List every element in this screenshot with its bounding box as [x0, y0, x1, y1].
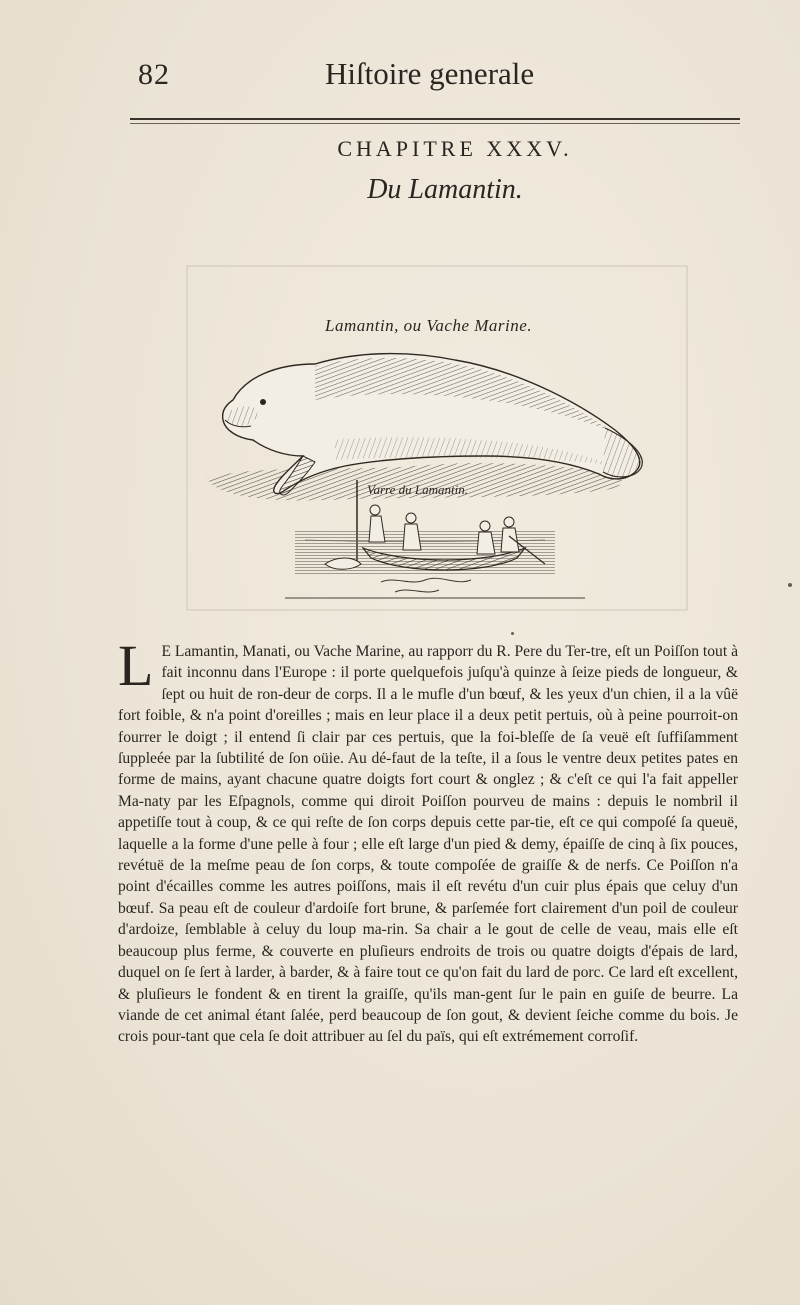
chapter-heading: CHAPITRE XXXV. — [337, 136, 573, 161]
chapter-body — [118, 633, 739, 1048]
inset-caption: Varre du Lamantin. — [367, 482, 468, 497]
drop-cap: L — [118, 633, 154, 698]
page-number: 82 — [138, 58, 170, 91]
manatee-engraving — [185, 260, 690, 620]
chapter-subtitle: Du Lamantin. — [367, 174, 523, 205]
body-paragraph: E Lamantin, Manati, ou Vache Marine, au rapporr du R. Pere du Ter-tre, eſt un Poiſſon tout à fait inconnu dans l'Europe : il porte quelquefois juſqu'à quinze à ſeize pieds de longueur, & ſept ou huit de ron-deur de corps. Il a le mufle d'un bœuf, & les yeux d'un chien, il a la vûë fort foible, & n'a point d'oreilles ; mais en leur place il a deux petit pertuis, où à peine pourroit-on fourrer le doigt ; il entend ſi clair par ces pertuis, que la foi-bleſſe de ſa veuë eſt ſuffiſamment ſuppleée par la ſubtilité de ſon oüie. Au dé-faut de la teſte, il a ſous le ventre deux petites pates en forme de mains, ayant chacune quatre doigts fort court & onglez ; & c'eſt ce qui l'a fait appeller Ma-naty par les Eſpagnols, comme qui diroit Poiſſon pourveu de mains : depuis le nombril il appetiſſe tout à coup, & ce qui reſte de ſon corps depuis cette par-tie, eſt ce qui compoſé ſa queuë, laquelle a la forme d'une pelle à four ; elle eſt large d'un pied & demy, épaiſſe de cinq à ſix pouces, revétuë de la meſme peau de ſon corps, & toute compoſée de graiſſe & de nerfs. Ce Poiſſon n'a point d'écailles comme les autres poiſſons, mais il eſt revétu d'un cuir plus épais que celuy d'un bœuf. Sa peau eſt de couleur d'ardoiſe fort brune, & parſemée fort clairement d'un poil de couleur d'ardoize, ſemblable à celuy du loup ma-rin. Sa chair a le gout de celle de veau, mais elle eſt beaucoup plus ferme, & couverte en pluſieurs endroits de trois ou quatre doigts d'épais de lard, duquel on ſe ſert à larder, à barder, & à faire tout ce qu'on fait du lard de porc. Ce lard eſt excellent, & pluſieurs le fondent & en tirent la graiſſe, qu'ils man-gent ſur le pain en guiſe de beurre. La viande de cet animal étant ſalée, perd beaucoup de ſon gout, & devient ſeiche comme du bois. Je crois pour-tant que cela ſe doit attribuer au ſel du païs, qui eſt extrémement corroſif. — [118, 643, 739, 1046]
paper-speck — [788, 583, 792, 587]
plate-caption: Lamantin, ou Vache Marine. — [325, 316, 533, 335]
running-title: Hiſtoire generale — [325, 56, 535, 91]
page-header — [130, 58, 740, 98]
header-rule-thin — [130, 123, 740, 124]
paper-speck — [511, 632, 514, 635]
engraving-plate — [185, 260, 690, 620]
header-rule — [130, 118, 740, 120]
